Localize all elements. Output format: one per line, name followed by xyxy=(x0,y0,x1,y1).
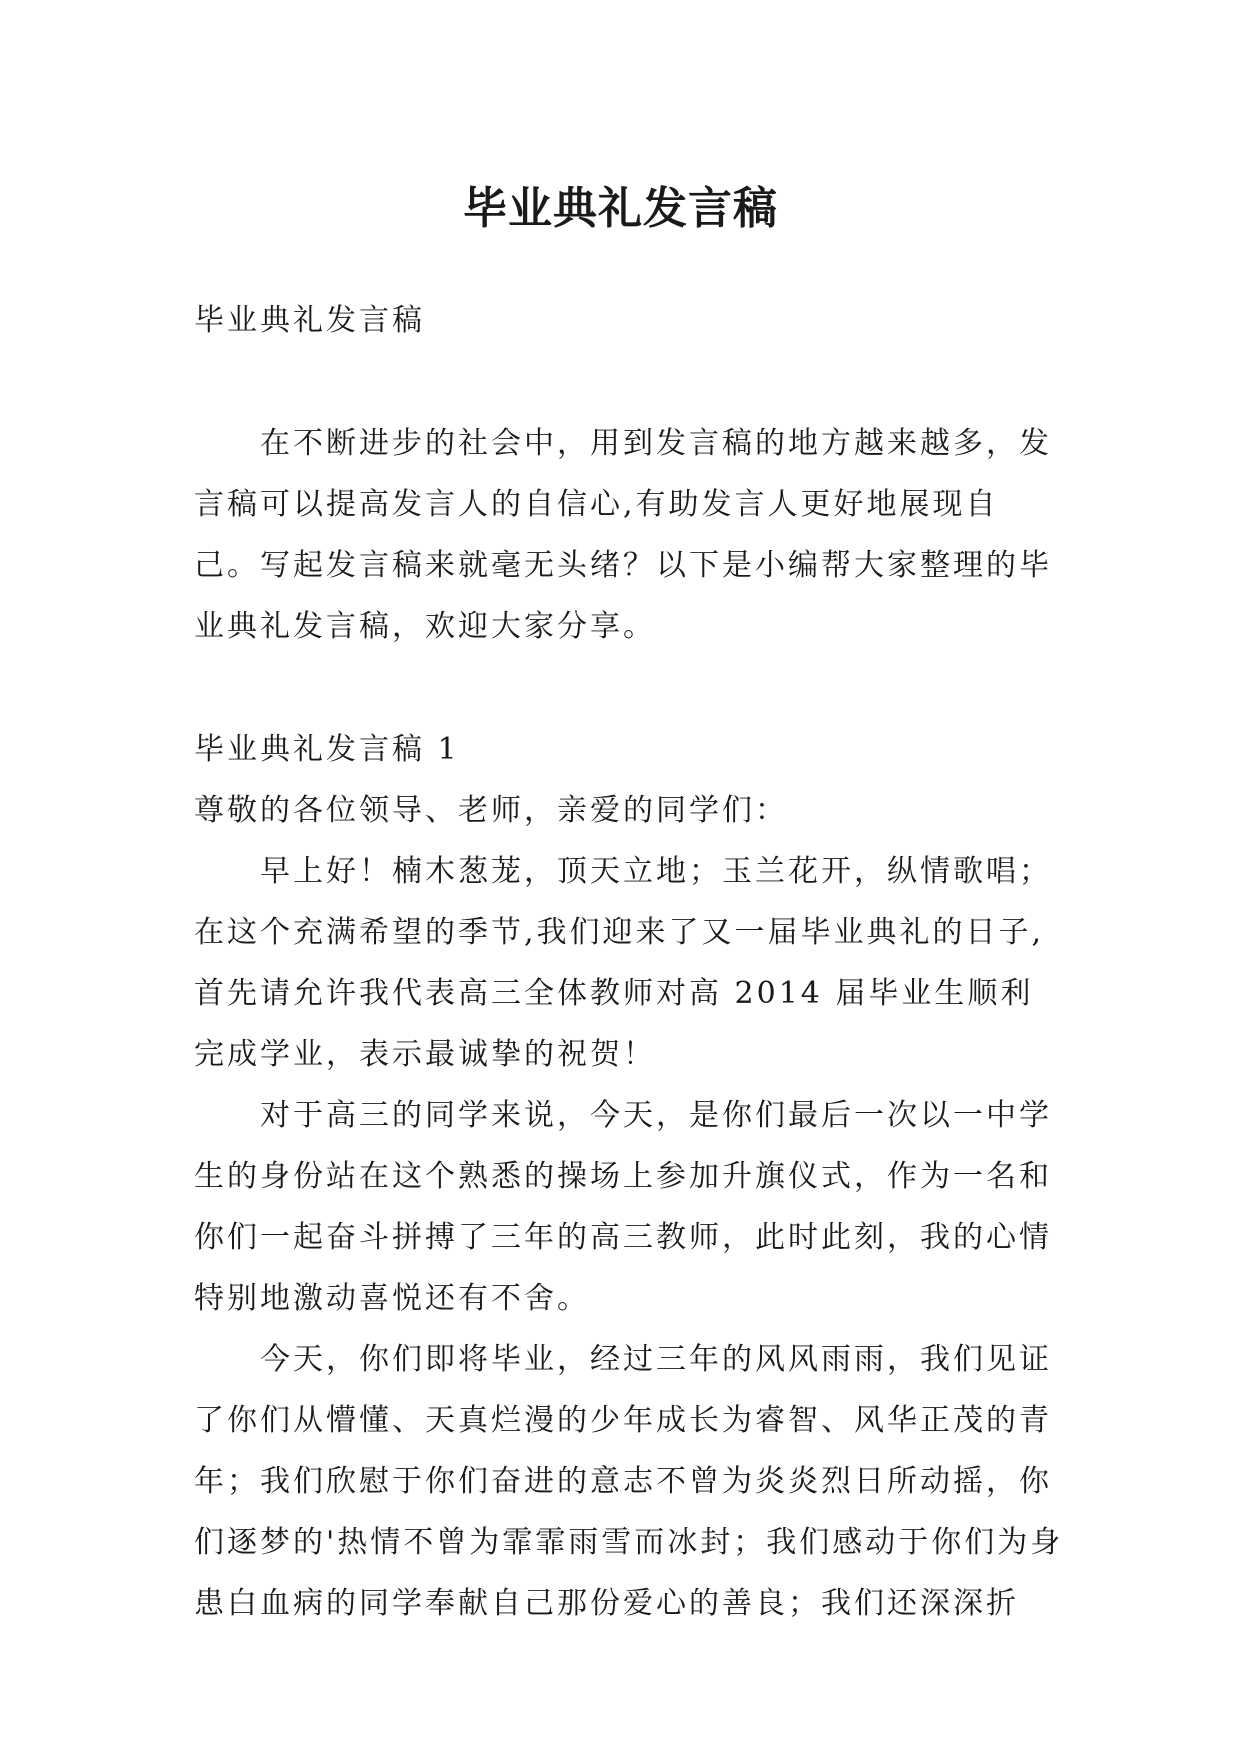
document-body xyxy=(194,290,1064,1634)
body-paragraph: 早上好！楠木葱茏，顶天立地；玉兰花开，纵情歌唱；在这个充满希望的季节,我们迎来了又一届毕业典礼的日子,首先请允许我代表高三全体教师对高 2014 届毕业生顺利完成学业，表示最诚挚的祝贺！ xyxy=(194,854,1052,1072)
body-paragraph: 对于高三的同学来说，今天，是你们最后一次以一中学生的身份站在这个熟悉的操场上参加升旗仪式，作为一名和你们一起奋斗拼搏了三年的高三教师，此时此刻，我的心情特别地激动喜悦还有不舍。 xyxy=(194,1098,1052,1316)
body-paragraph: 今天，你们即将毕业，经过三年的风风雨雨，我们见证了你们从懵懂、天真烂漫的少年成长为睿智、风华正茂的青年；我们欣慰于你们奋进的意志不曾为炎炎烈日所动摇，你们逐梦的'热情不曾为霏霏雨雪而冰封；我们感动于你们为身患白血病的同学奉献自己那份爱心的善良；我们还深深折 xyxy=(194,1342,1064,1621)
salutation: 尊敬的各位领导、老师，亲爱的同学们： xyxy=(194,793,788,828)
intro-paragraph: 在不断进步的社会中，用到发言稿的地方越来越多，发言稿可以提高发言人的自信心,有助发言人更好地展现自己。写起发言稿来就毫无头绪？以下是小编帮大家整理的毕业典礼发言稿，欢迎大家分享。 xyxy=(194,426,1052,644)
section-heading: 毕业典礼发言稿 1 xyxy=(194,732,460,767)
document-title: 毕业典礼发言稿 xyxy=(463,183,778,235)
document-subtitle: 毕业典礼发言稿 xyxy=(194,303,425,338)
